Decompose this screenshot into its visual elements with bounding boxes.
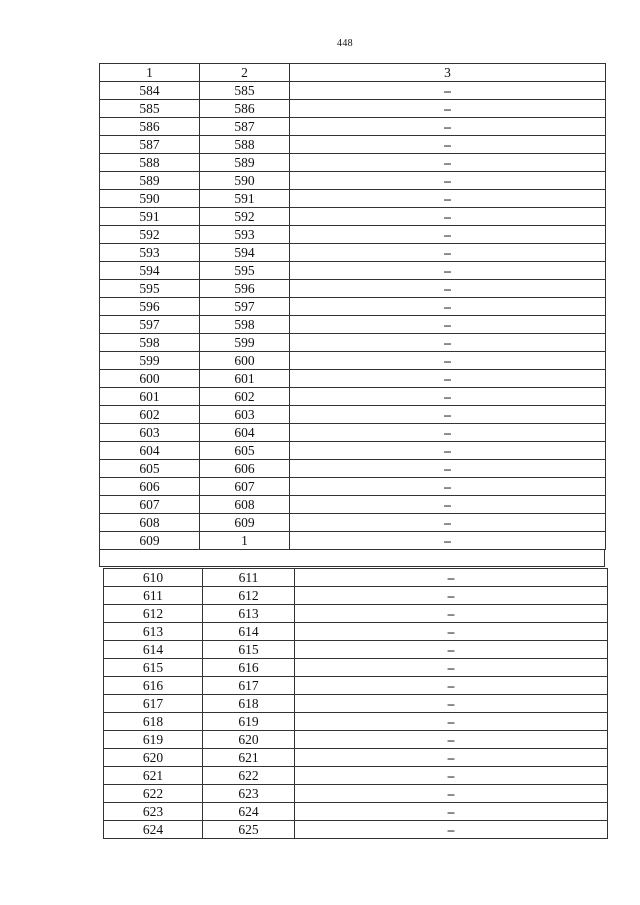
table-cell-col-1: 590	[100, 190, 200, 208]
table-row	[100, 532, 606, 550]
table-cell-col-1: 606	[100, 478, 200, 496]
dash-mark: –	[444, 515, 451, 530]
table-cell-col-1: 589	[100, 172, 200, 190]
table-row	[100, 478, 606, 496]
table-row	[100, 496, 606, 514]
table-row	[100, 424, 606, 442]
table-row	[100, 154, 606, 172]
table-cell-col-2: 603	[200, 406, 290, 424]
column-header-1: 1	[100, 64, 200, 82]
dash-mark: –	[444, 533, 451, 548]
table-cell-col-2: 620	[203, 731, 295, 749]
dash-mark: –	[444, 389, 451, 404]
table-row	[104, 713, 608, 731]
table-cell-col-1: 608	[100, 514, 200, 532]
table-cell-col-3	[290, 532, 606, 550]
table-cell-col-2: 1	[200, 532, 290, 550]
dash-mark: –	[444, 191, 451, 206]
table-cell-col-3	[290, 334, 606, 352]
dash-mark: –	[447, 804, 455, 819]
table-cell-col-1: 621	[104, 767, 203, 785]
table-cell-col-3	[290, 352, 606, 370]
dash-mark: –	[444, 173, 451, 188]
table-cell-col-1: 618	[104, 713, 203, 731]
table-cell-col-1: 599	[100, 352, 200, 370]
dash-mark: –	[447, 714, 455, 729]
data-table-bottom	[103, 568, 608, 839]
table-cell-col-1: 607	[100, 496, 200, 514]
table-cell-col-3	[290, 208, 606, 226]
table-cell-col-2: 605	[200, 442, 290, 460]
page-number: 448	[337, 38, 353, 49]
table-row	[104, 785, 608, 803]
dash-mark: –	[447, 642, 455, 657]
dash-mark: –	[444, 209, 451, 224]
dash-mark: –	[444, 371, 451, 386]
table-cell-col-2: 612	[203, 587, 295, 605]
dash-mark: –	[447, 588, 455, 603]
table-cell-col-3	[290, 154, 606, 172]
table-cell-col-1: 594	[100, 262, 200, 280]
dash-mark: –	[444, 155, 451, 170]
table-cell-col-1: 602	[100, 406, 200, 424]
table-cell-col-2: 624	[203, 803, 295, 821]
table-cell-col-1: 604	[100, 442, 200, 460]
table-cell-col-2: 600	[200, 352, 290, 370]
dash-mark: –	[444, 407, 451, 422]
table-cell-col-1: 600	[100, 370, 200, 388]
table-row	[100, 460, 606, 478]
table-cell-col-2: 591	[200, 190, 290, 208]
table-cell-col-3	[290, 388, 606, 406]
table-cell-col-3	[290, 190, 606, 208]
table-cell-col-1: 613	[104, 623, 203, 641]
table-cell-col-1: 585	[100, 100, 200, 118]
dash-mark: –	[447, 750, 455, 765]
table-row	[100, 280, 606, 298]
table-cell-col-2: 592	[200, 208, 290, 226]
table-cell-col-2: 611	[203, 569, 295, 587]
table-cell-col-2: 615	[203, 641, 295, 659]
header-row	[100, 64, 606, 82]
table-row	[100, 442, 606, 460]
dash-mark: –	[444, 443, 451, 458]
dash-mark: –	[447, 822, 455, 837]
table-cell-col-1: 622	[104, 785, 203, 803]
table-row	[104, 587, 608, 605]
table-cell-col-3	[290, 406, 606, 424]
table-row	[104, 659, 608, 677]
table-cell-col-1: 593	[100, 244, 200, 262]
table-cell-col-1: 617	[104, 695, 203, 713]
table-cell-col-2: 602	[200, 388, 290, 406]
dash-mark: –	[444, 245, 451, 260]
table-cell-col-2: 585	[200, 82, 290, 100]
table-row	[104, 767, 608, 785]
table-cell-col-3	[295, 713, 608, 731]
dash-mark: –	[444, 497, 451, 512]
table-cell-col-3	[295, 641, 608, 659]
table-cell-col-1: 595	[100, 280, 200, 298]
table-cell-col-1: 603	[100, 424, 200, 442]
table-cell-col-2: 609	[200, 514, 290, 532]
table-cell-col-3	[290, 82, 606, 100]
table-cell-col-1: 623	[104, 803, 203, 821]
dash-mark: –	[447, 570, 455, 585]
table-cell-col-1: 586	[100, 118, 200, 136]
dash-mark: –	[444, 299, 451, 314]
table-cell-col-3	[295, 749, 608, 767]
dash-mark: –	[444, 281, 451, 296]
table-cell-col-3	[290, 496, 606, 514]
table-row	[100, 316, 606, 334]
table-cell-col-1: 584	[100, 82, 200, 100]
table-cell-col-2: 621	[203, 749, 295, 767]
table-cell-col-1: 619	[104, 731, 203, 749]
table-row	[104, 641, 608, 659]
dash-mark: –	[444, 137, 451, 152]
table-cell-col-2: 619	[203, 713, 295, 731]
table-row	[100, 82, 606, 100]
table-cell-col-2: 588	[200, 136, 290, 154]
table-cell-col-3	[290, 262, 606, 280]
table-row	[100, 136, 606, 154]
dash-mark: –	[444, 263, 451, 278]
table-row	[100, 208, 606, 226]
table-row	[104, 821, 608, 839]
table-cell-col-1: 587	[100, 136, 200, 154]
table-cell-col-2: 616	[203, 659, 295, 677]
table-cell-col-2: 607	[200, 478, 290, 496]
table-cell-col-1: 614	[104, 641, 203, 659]
table-row	[100, 370, 606, 388]
table-row	[104, 803, 608, 821]
table-row	[104, 677, 608, 695]
table-cell-col-1: 610	[104, 569, 203, 587]
table-cell-col-3	[290, 316, 606, 334]
dash-mark: –	[444, 425, 451, 440]
table-cell-col-2: 595	[200, 262, 290, 280]
table-cell-col-3	[290, 226, 606, 244]
table-cell-col-1: 605	[100, 460, 200, 478]
table-cell-col-2: 598	[200, 316, 290, 334]
table-cell-col-2: 599	[200, 334, 290, 352]
table-row	[100, 190, 606, 208]
table-row	[100, 514, 606, 532]
table-row	[104, 605, 608, 623]
table-cell-col-1: 596	[100, 298, 200, 316]
table-cell-col-1: 601	[100, 388, 200, 406]
table-row	[100, 226, 606, 244]
dash-mark: –	[444, 317, 451, 332]
dash-mark: –	[444, 227, 451, 242]
table-row	[104, 731, 608, 749]
table-cell-col-1: 611	[104, 587, 203, 605]
dash-mark: –	[447, 732, 455, 747]
table-row	[100, 172, 606, 190]
dash-mark: –	[444, 119, 451, 134]
dash-mark: –	[444, 461, 451, 476]
table-cell-col-3	[295, 767, 608, 785]
dash-mark: –	[444, 335, 451, 350]
table-cell-col-2: 590	[200, 172, 290, 190]
table-cell-col-1: 591	[100, 208, 200, 226]
table-cell-col-1: 592	[100, 226, 200, 244]
table-row	[100, 244, 606, 262]
dash-mark: –	[447, 624, 455, 639]
table-cell-col-2: 597	[200, 298, 290, 316]
table-cell-col-3	[295, 623, 608, 641]
dash-mark: –	[444, 83, 451, 98]
table-cell-col-3	[290, 172, 606, 190]
table-cell-col-3	[295, 803, 608, 821]
table-row	[104, 749, 608, 767]
table-cell-col-2: 596	[200, 280, 290, 298]
table-cell-col-3	[295, 677, 608, 695]
data-table-top	[99, 63, 606, 550]
dash-mark: –	[447, 768, 455, 783]
table-cell-col-3	[290, 424, 606, 442]
table-row	[100, 118, 606, 136]
column-header-3: 3	[290, 64, 606, 82]
table-cell-col-3	[295, 569, 608, 587]
table-cell-col-1: 598	[100, 334, 200, 352]
table-row	[100, 334, 606, 352]
table-cell-col-3	[295, 659, 608, 677]
table-cell-col-3	[295, 785, 608, 803]
table-cell-col-3	[290, 514, 606, 532]
table-row	[104, 569, 608, 587]
table-cell-col-3	[290, 442, 606, 460]
table-cell-col-2: 586	[200, 100, 290, 118]
dash-mark: –	[444, 479, 451, 494]
table-cell-col-1: 609	[100, 532, 200, 550]
table-row	[100, 406, 606, 424]
table-cell-col-2: 614	[203, 623, 295, 641]
table-cell-col-2: 593	[200, 226, 290, 244]
table-cell-col-2: 617	[203, 677, 295, 695]
table-cell-col-2: 604	[200, 424, 290, 442]
table-cell-col-1: 597	[100, 316, 200, 334]
table-cell-col-3	[290, 370, 606, 388]
dash-mark: –	[447, 678, 455, 693]
table-cell-col-2: 608	[200, 496, 290, 514]
table-cell-col-2: 589	[200, 154, 290, 172]
table-cell-col-3	[295, 695, 608, 713]
table-row	[100, 100, 606, 118]
table-cell-col-3	[290, 244, 606, 262]
table-cell-col-3	[290, 280, 606, 298]
table-row	[104, 623, 608, 641]
table-cell-col-1: 612	[104, 605, 203, 623]
table-cell-col-2: 622	[203, 767, 295, 785]
table-cell-col-1: 615	[104, 659, 203, 677]
table-cell-col-3	[290, 460, 606, 478]
table-row	[100, 388, 606, 406]
dash-mark: –	[447, 606, 455, 621]
dash-mark: –	[444, 353, 451, 368]
table-cell-col-2: 625	[203, 821, 295, 839]
table-cell-col-2: 606	[200, 460, 290, 478]
table-cell-col-3	[295, 605, 608, 623]
table-cell-col-3	[295, 821, 608, 839]
dash-mark: –	[447, 696, 455, 711]
table-cell-col-3	[295, 731, 608, 749]
table-cell-col-2: 623	[203, 785, 295, 803]
table-row	[100, 262, 606, 280]
table-cell-col-1: 616	[104, 677, 203, 695]
table-cell-col-3	[290, 118, 606, 136]
table-row	[104, 695, 608, 713]
table-row	[100, 298, 606, 316]
column-header-2: 2	[200, 64, 290, 82]
table-cell-col-2: 618	[203, 695, 295, 713]
table-cell-col-1: 620	[104, 749, 203, 767]
table-cell-col-1: 624	[104, 821, 203, 839]
table-cell-col-2: 613	[203, 605, 295, 623]
table-cell-col-2: 594	[200, 244, 290, 262]
table-cell-col-3	[290, 136, 606, 154]
dash-mark: –	[447, 786, 455, 801]
table-cell-col-2: 587	[200, 118, 290, 136]
table-cell-col-3	[290, 100, 606, 118]
table-cell-col-3	[295, 587, 608, 605]
table-cell-col-3	[290, 478, 606, 496]
table-cell-col-2: 601	[200, 370, 290, 388]
blank-separator-row	[99, 550, 605, 567]
table-cell-col-1: 588	[100, 154, 200, 172]
dash-mark: –	[444, 101, 451, 116]
table-row	[100, 352, 606, 370]
dash-mark: –	[447, 660, 455, 675]
table-cell-col-3	[290, 298, 606, 316]
